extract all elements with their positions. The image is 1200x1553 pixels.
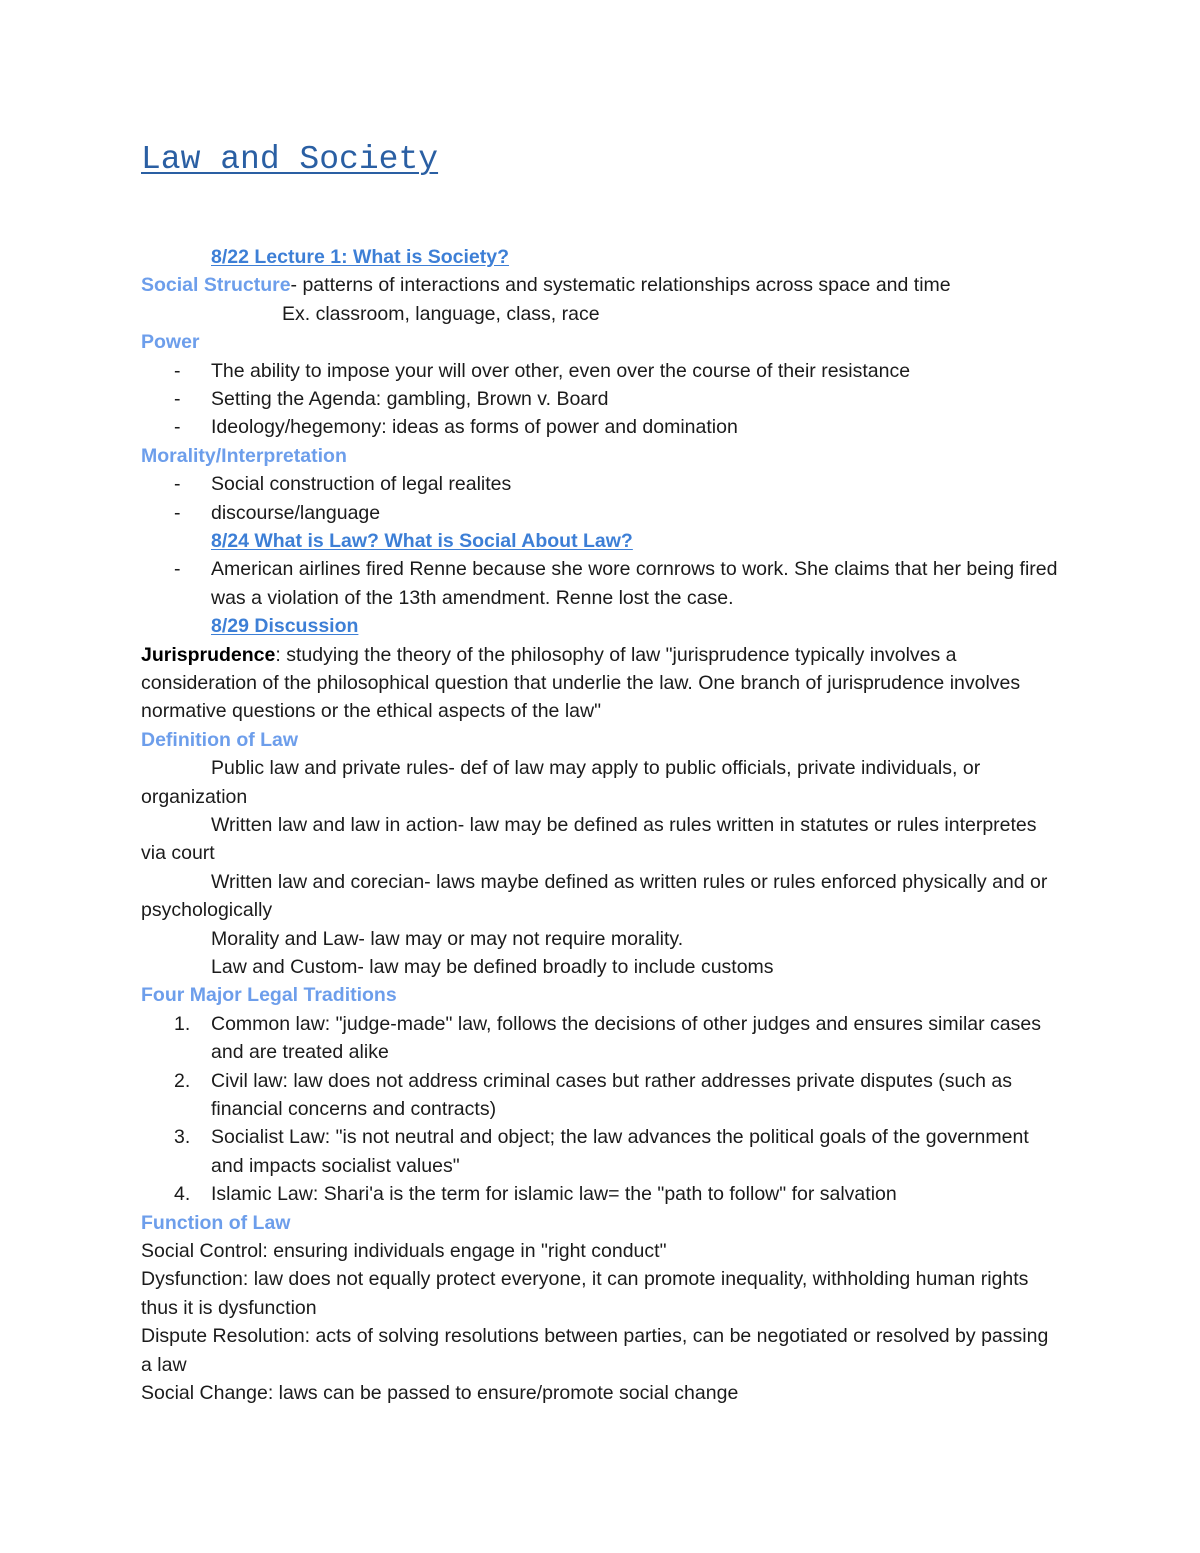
discussion-heading: 8/29 Discussion bbox=[211, 615, 359, 638]
dash-bullet: - bbox=[174, 473, 181, 496]
social-structure-label: Social Structure bbox=[141, 274, 291, 297]
dash-bullet: - bbox=[174, 558, 181, 581]
jurisprudence-paragraph bbox=[141, 641, 1061, 726]
function-paragraph: Social Change: laws can be passed to ensure/promote social change bbox=[141, 1381, 739, 1404]
function-heading: Function of Law bbox=[141, 1211, 291, 1234]
function-paragraph: Social Control: ensuring individuals engage in "right conduct" bbox=[141, 1239, 667, 1262]
numbered-item: 4. Islamic Law: Shari'a is the term for islamic law= the "path to follow" for salvation bbox=[141, 1180, 1061, 1208]
notes-body bbox=[141, 243, 1061, 1407]
definition-paragraph: Law and Custom- law may be defined broadly to include customs bbox=[211, 955, 774, 978]
list-item: - Social construction of legal realites bbox=[141, 470, 1061, 498]
definition-paragraph: Public law and private rules- def of law may apply to public officials, private individuals, or organization bbox=[141, 757, 981, 808]
example-line: Ex. classroom, language, class, race bbox=[282, 302, 600, 325]
morality-heading: Morality/Interpretation bbox=[141, 444, 347, 467]
list-item: - Setting the Agenda: gambling, Brown v. Board bbox=[141, 385, 1061, 413]
list-item: - American airlines fired Renne because she wore cornrows to work. She claims that her being fired was a violation of the 13th amendment. Renne lost the case. bbox=[141, 555, 1061, 612]
item-number: 1. bbox=[174, 1012, 191, 1035]
social-structure-text: - patterns of interactions and systematic relationships across space and time bbox=[290, 274, 951, 297]
definition-paragraph: Morality and Law- law may or may not require morality. bbox=[211, 927, 684, 950]
definition-paragraph: Written law and law in action- law may be defined as rules written in statutes or rules interpretes via court bbox=[141, 813, 1037, 865]
item-number: 2. bbox=[174, 1069, 191, 1092]
list-item: - discourse/language bbox=[141, 499, 1061, 527]
list-item: - The ability to impose your will over other, even over the course of their resistance bbox=[141, 357, 1061, 385]
numbered-item: 2. Civil law: law does not address criminal cases but rather addresses private disputes (such as financial concerns and contracts) bbox=[141, 1067, 1061, 1124]
dash-bullet: - bbox=[174, 416, 181, 439]
dash-bullet: - bbox=[174, 501, 181, 524]
function-paragraph: Dysfunction: law does not equally protect everyone, it can promote inequality, withholding human rights thus it is dysfunction bbox=[141, 1268, 1029, 1319]
power-heading: Power bbox=[141, 331, 200, 354]
lecture2-heading: 8/24 What is Law? What is Social About Law? bbox=[211, 529, 633, 552]
social-structure-line bbox=[141, 271, 1061, 299]
item-number: 3. bbox=[174, 1126, 191, 1149]
jurisprudence-label: Jurisprudence bbox=[141, 643, 276, 666]
function-paragraph: Dispute Resolution: acts of solving resolutions between parties, can be negotiated or resolved by passing a law bbox=[141, 1325, 1049, 1376]
list-item: - Ideology/hegemony: ideas as forms of power and domination bbox=[141, 413, 1061, 441]
lecture1-heading: 8/22 Lecture 1: What is Society? bbox=[211, 246, 510, 268]
item-number: 4. bbox=[174, 1183, 191, 1206]
definition-paragraph: Written law and corecian- laws maybe defined as written rules or rules enforced physically and or psychologically bbox=[141, 870, 1048, 922]
numbered-item: 1. Common law: "judge-made" law, follows the decisions of other judges and ensures similar cases and are treated alike bbox=[141, 1010, 1061, 1067]
dash-bullet: - bbox=[174, 359, 181, 382]
page-title: Law and Society bbox=[141, 141, 439, 178]
dash-bullet: - bbox=[174, 387, 181, 410]
definition-heading: Definition of Law bbox=[141, 728, 299, 751]
jurisprudence-text: : studying the theory of the philosophy of law "jurisprudence typically involves a consideration of the philosophical question that underlie the law. One branch of jurisprudence involves normative questions or the ethical aspects of the law" bbox=[141, 643, 1021, 723]
numbered-item: 3. Socialist Law: "is not neutral and object; the law advances the political goals of the government and impacts socialist values" bbox=[141, 1123, 1061, 1180]
traditions-heading: Four Major Legal Traditions bbox=[141, 984, 397, 1007]
